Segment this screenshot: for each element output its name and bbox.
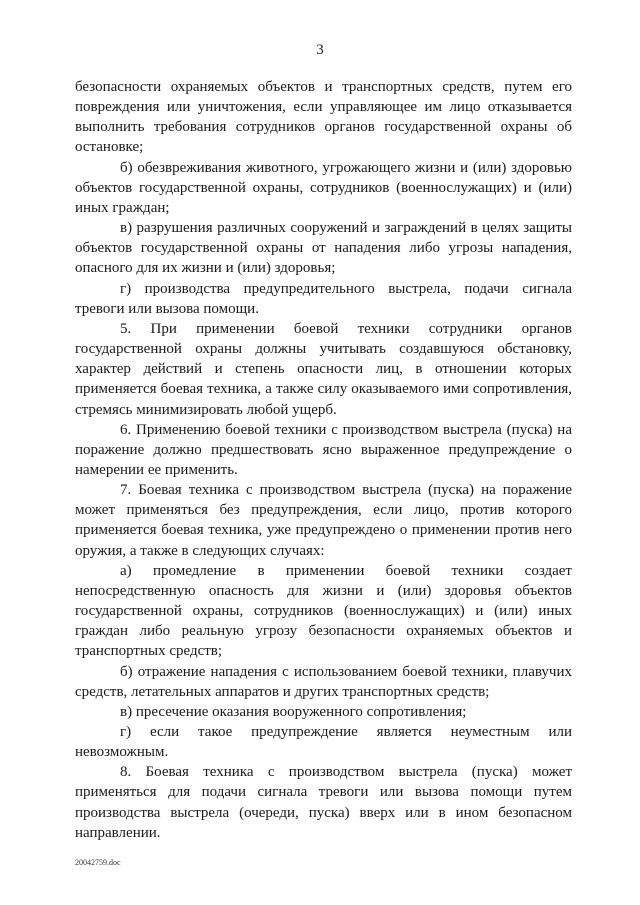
footer-file-code: 20042759.doc (75, 858, 121, 867)
paragraph-clause-8: 8. Боевая техника с производством выстрела (пуска) может применяться для подачи сигнала тревоги или вызова помощи путем производства выстрела (очереди, пуска) вверх или в ином безопасном направлении. (75, 764, 572, 841)
document-body (75, 77, 572, 843)
paragraph-clause-7-item-v: в) пресечение оказания вооруженного сопротивления; (120, 703, 467, 720)
paragraph-clause-7: 7. Боевая техника с производством выстрела (пуска) на поражение может применяться без предупреждения, если лицо, против которого применяется боевая техника, уже предупреждено о применении против него оружия, а также в следующих случаях: (75, 482, 572, 559)
paragraph-clause-6: 6. Применению боевой техники с производством выстрела (пуска) на поражение должно предшествовать ясно выраженное предупреждение о намерении ее применить. (75, 421, 572, 478)
paragraph-item-b: б) обезвреживания животного, угрожающего жизни и (или) здоровью объектов государственной охраны, сотрудников (военнослужащих) и (или) иных граждан; (75, 159, 572, 216)
paragraph-continuation: безопасности охраняемых объектов и транспортных средств, путем его повреждения или уничтожения, если управляющее им лицо отказывается выполнить требования сотрудников органов государственной охраны об остановке; (75, 79, 572, 156)
paragraph-item-v: в) разрушения различных сооружений и заграждений в целях защиты объектов государственной охраны от нападения либо угрозы нападения, опасного для их жизни и (или) здоровья; (75, 220, 572, 277)
page-number: 3 (316, 42, 324, 58)
paragraph-clause-5: 5. При применении боевой техники сотрудники органов государственной охраны должны учитывать создавшуюся обстановку, характер действий и степень опасности лиц, в отношении которых применяется боевая техника, а также силу оказываемого ими сопротивления, стремясь минимизировать любой ущерб. (75, 320, 572, 418)
paragraph-clause-7-item-a: а) промедление в применении боевой техники создает непосредственную опасность для жизни и (или) здоровья объектов государственной охраны, сотрудников (военнослужащих) и (или) иных граждан либо реальную угрозу безопасности охраняемых объектов и транспортных средств; (75, 562, 572, 660)
paragraph-item-g: г) производства предупредительного выстрела, подачи сигнала тревоги или вызова помощи. (75, 280, 572, 317)
paragraph-clause-7-item-b: б) отражение нападения с использованием боевой техники, плавучих средств, летательных аппаратов и других транспортных средств; (75, 663, 572, 700)
paragraph-clause-7-item-g: г) если такое предупреждение является неуместным или невозможным. (75, 724, 572, 761)
